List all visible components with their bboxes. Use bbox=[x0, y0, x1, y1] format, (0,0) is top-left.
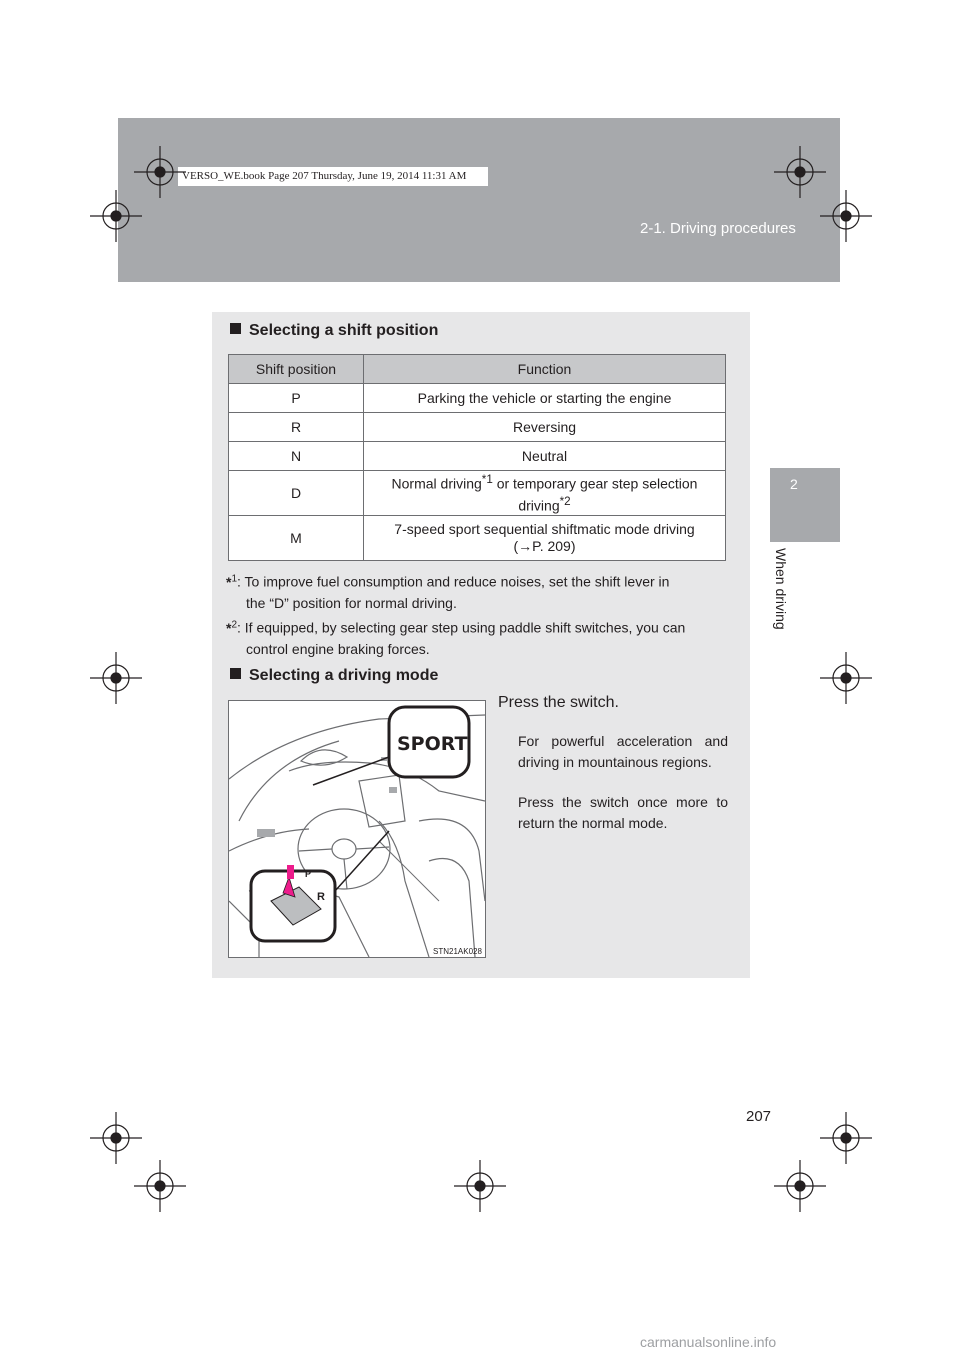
chapter-label-text: When driving bbox=[773, 548, 789, 630]
switch-letter: P bbox=[305, 869, 312, 879]
shift-cell: M bbox=[229, 516, 364, 561]
illustration-code: STN21AK028 bbox=[433, 947, 482, 956]
shift-cell: R bbox=[229, 413, 364, 442]
footnote-text-continued: control engine braking forces. bbox=[246, 640, 430, 657]
section-title: 2-1. Driving procedures bbox=[640, 220, 796, 237]
footnote-star: * bbox=[226, 619, 232, 636]
watermark: carmanualsonline.info bbox=[640, 1334, 777, 1350]
mode-heading-text: Selecting a driving mode bbox=[249, 667, 439, 684]
column-header-function: Function bbox=[364, 355, 726, 384]
footnote-text: : If equipped, by selecting gear step using paddle shift switches, you can bbox=[237, 619, 686, 636]
function-text: 7-speed sport sequential shiftmatic mode driving bbox=[394, 521, 695, 537]
page-number: 207 bbox=[746, 1108, 772, 1125]
footnote-text-continued: the “D” position for normal driving. bbox=[246, 594, 457, 611]
function-text: Normal driving bbox=[391, 476, 482, 492]
function-cell: Neutral bbox=[364, 442, 726, 471]
instruction-text: Press the switch. bbox=[498, 694, 619, 711]
description-paragraph: Press the switch once more to return the normal mode. bbox=[518, 794, 728, 831]
function-text: or temporary gear step selection driving bbox=[492, 476, 698, 514]
column-header-shift-position: Shift position bbox=[229, 355, 364, 384]
footnote-ref: *2 bbox=[559, 495, 571, 508]
sport-callout-label: SPORT bbox=[397, 733, 468, 755]
shift-cell: N bbox=[229, 442, 364, 471]
page-reference: (→P. 209) bbox=[513, 538, 576, 554]
shift-cell: D bbox=[229, 471, 364, 516]
function-cell: Reversing bbox=[364, 413, 726, 442]
shift-heading-text: Selecting a shift position bbox=[249, 322, 439, 339]
chapter-number: 2 bbox=[790, 476, 798, 492]
shift-cell: P bbox=[229, 384, 364, 413]
description-paragraph: For powerful acceleration and driving in mountainous regions. bbox=[518, 733, 728, 770]
switch-letter: R bbox=[317, 891, 325, 903]
book-file-tag: VERSO_WE.book Page 207 Thursday, June 19, 2014 11:31 AM bbox=[178, 167, 488, 186]
footnote-star: * bbox=[226, 573, 232, 590]
footnote-number: 1 bbox=[231, 573, 238, 584]
footnote-ref: *1 bbox=[481, 473, 493, 487]
footnote-text: : To improve fuel consumption and reduce noises, set the shift lever in bbox=[237, 573, 670, 590]
function-cell: Parking the vehicle or starting the engine bbox=[364, 384, 726, 413]
footnote-number: 2 bbox=[231, 619, 238, 630]
